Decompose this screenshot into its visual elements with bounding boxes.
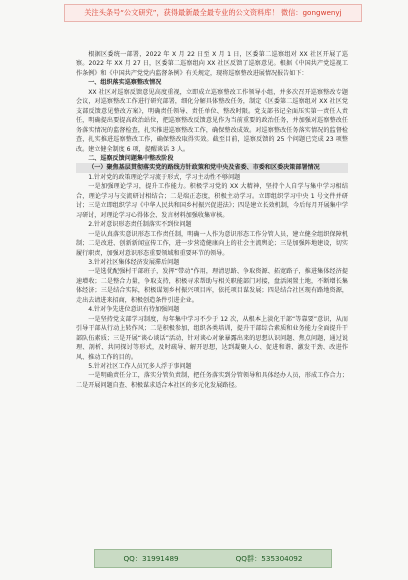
- item-heading-3: 3.针对社区集体经济发展滞后问题: [88, 258, 180, 266]
- item-heading-4: 4.针对争先进位意识有待加强问题: [88, 306, 180, 314]
- body-paragraph: XX 社区对巡察反馈意见高度重视，立即成立巡察整改工作领导小组，并多次召开巡察整改专题会议，对巡察整改工作进行研究部署，细化分解具体整改任务，制定《区委第二巡察组对 XX 社区党支部反馈意见整改方案》，明确责任领导、责任单位、整改时限。党支部书记全面压实第一责任人责任，明确提出要提高政治站位，把巡察整改反馈意见作为当前重要的政治任务，并加强对巡察整改任务落实情况的监督检查，扎实推进巡察整改工作，确保整改成效。对巡察整改任务落实情况的监督检查，扎实推进巡察整改工作，确保整改取得实效。截至目前，巡察反馈的 25 个问题已完成 23 项整改。建立健全制度 6 项，提醒谈话 3 人。: [76, 88, 348, 153]
- body-paragraph: 一是认真落实意识形态工作责任制，明确一人作为意识形态工作分管人员，建立健全组织保障机制；二是改进、创新新闻宣传工作，进一步营造健康向上的社会主流舆论；三是加强阵地建设，切实履行职责，加强对意识形态重要领域和重要环节的领导。: [76, 230, 348, 257]
- qq-contact[interactable]: QQ：31991489: [123, 554, 179, 563]
- promo-banner[interactable]: 关注头条号“公文研究”，获得最新最全最专业的公文资料库！ 微信：gongwenyj: [64, 4, 362, 22]
- qq-group-contact[interactable]: QQ群：535304092: [235, 554, 303, 563]
- item-heading-1: 1.针对党的政策理论学习流于形式，学习主动性不够问题: [88, 173, 241, 181]
- item-heading-2: 2.针对意识形态责任制落实不到位问题: [88, 221, 192, 229]
- body-paragraph: 一是加强理论学习，提升工作能力。积极学习党的 XX 大精神，坚持个人自学与集中学习相结合，理论学习与交流研讨相结合；二是端正态度，积极主动学习。立即组织学习中央 1 号文件并研讨；三是立即组织学习《中华人民共和国乡村振兴促进法》；四是建立长效机制，今后每月开展集中学习研讨，对理论学习心得体会、发言材料加强收集审核。: [76, 183, 348, 219]
- section-heading-2: 二、巡察反馈问题集中整改阶段: [88, 154, 174, 162]
- document-body: [76, 50, 348, 390]
- body-paragraph: 一是明确责任分工，落实分管负责制，把任务落实到分管领导和具体经办人员，形成工作合力；二是开展问题自查、积极谋求适合本社区的多元化发展路径。: [76, 372, 348, 389]
- contact-footer: [94, 549, 332, 568]
- section-heading-1: 一、组织落实巡察整改情况: [88, 79, 162, 87]
- body-paragraph: 一是坚持党支部学习制度，每年集中学习不少于 12 次，从根本上淡化干部“等靠要”意识，从而引导干部从行动上转作风；二是积极参加，组织各类培训，提升干部综合素质和业务能力全面提升干部队伍素质；三是开展“谈心谈话”活动，针对谈心对象暴露出来的思想认识问题、焦点问题，通过说理、剖析、共同探讨等形式，及时疏导、解开思想，达到凝聚人心、促进和谐、激发干劲、改进作风、推动工作的目的。: [76, 315, 348, 361]
- body-paragraph: 一是选优配强村干部班子，发挥“带动”作用，理清思路、争取资源、拓宽路子，推进集体经济提速增收；二是整合力量，争取支持，积极寻求帮助与相关职能部门对接，盘活闲置土地，不断增长集体经济；三是结合实际，积极谋划乡村振兴项目库，依托项目谋发展；四是结合社区现有路地资源，走出去请进来招商，积极创造条件引进企业。: [76, 268, 348, 304]
- item-heading-5: 5.针对社区工作人员冗多人浮于事问题: [88, 362, 192, 370]
- intro-paragraph: 根据区委统一部署，2022 年 X 月 22 日至 X 月 1 日，区委第二巡察组对 XX 社区开展了巡察。2022 年 XX 月 27 日，区委第二巡察组向 XX 社区反馈了巡察意见。根据《中国共产党巡视工作条例》和《中国共产党党内监督条例》有关规定，现将巡察整改进展情况报告如下：: [76, 51, 348, 77]
- subsection-heading-highlighted: （一）聚焦基层贯彻落实党的路线方针政策和党中央及省委、市委和区委决策部署情况: [76, 163, 348, 172]
